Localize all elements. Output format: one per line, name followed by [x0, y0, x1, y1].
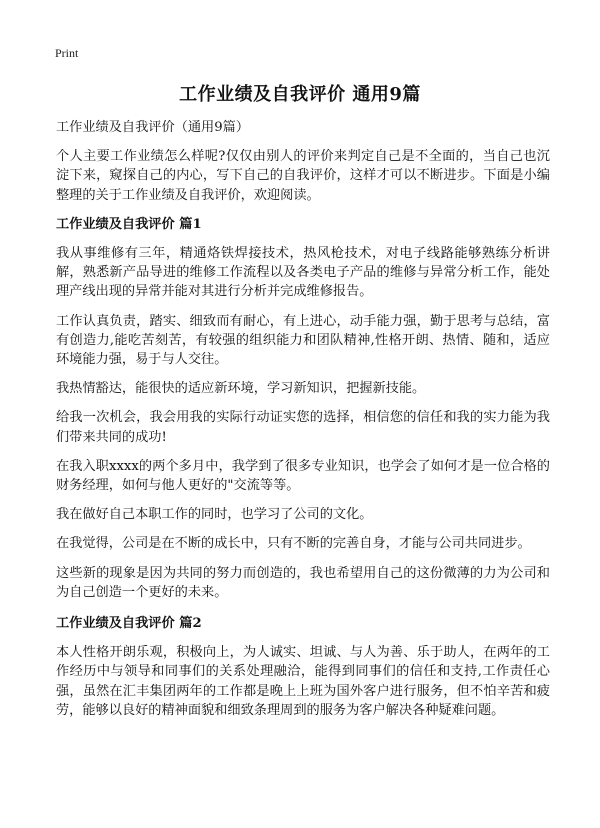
section1-paragraph: 给我一次机会，我会用我的实际行动证实您的选择，相信您的信任和我的实力能为我们带来共同的成功! — [56, 410, 550, 445]
section1-paragraph: 这些新的现象是因为共同的努力而创造的，我也希望用自己的这份微薄的力为公司和为自己创造一个更好的未来。 — [56, 565, 550, 600]
section1-paragraph: 我从事维修有三年，精通烙铁焊接技术，热风枪技术，对电子线路能够熟练分析讲解，熟悉新产品导进的维修工作流程以及各类电子产品的维修与异常分析工作，能处理产线出现的异常并能对其进行分析并完成维修报告。 — [56, 246, 550, 300]
intro-paragraph: 个人主要工作业绩怎么样呢?仅仅由别人的评价来判定自己是不全面的，当自己也沉淀下来，窥探自己的内心，写下自己的自我评价，这样才可以不断进步。下面是小编整理的关于工作业绩及自我评价，欢迎阅读。 — [56, 149, 550, 203]
document-subtitle: 工作业绩及自我评价（通用9篇） — [56, 120, 250, 135]
section-heading-2: 工作业绩及自我评价 篇2 — [56, 616, 202, 632]
section1-paragraph: 我热情豁达，能很快的适应新环境，学习新知识，把握新技能。 — [56, 381, 426, 397]
section1-paragraph: 在我入职xxxx的两个多月中，我学到了很多专业知识，也学会了如何才是一位合格的财务经理，如何与他人更好的"交流等等。 — [56, 458, 550, 494]
print-label[interactable]: Print — [55, 46, 79, 60]
page-title: 工作业绩及自我评价 通用9篇 — [179, 84, 421, 105]
section2-paragraph: 本人性格开朗乐观，积极向上，为人诚实、坦诚、与人为善、乐于助人，在两年的工作经历中与领导和同事们的关系处理融洽，能得到同事们的信任和支持,工作责任心强，虽然在汇丰集团两年的工作都是晚上上班为国外客户进行服务，但不怕辛苦和疲劳，能够以良好的精神面貌和细致条理周到的服务为客户解决各种疑难问题。 — [56, 645, 550, 718]
section1-paragraph: 工作认真负责，踏实、细致而有耐心，有上进心，动手能力强，勤于思考与总结，富有创造力,能吃苦刻苦，有较强的组织能力和团队精神,性格开朗、热情、随和，适应环境能力强，易于与人交往。 — [56, 313, 550, 368]
section1-paragraph: 我在做好自己本职工作的同时，也学习了公司的文化。 — [56, 507, 373, 523]
section-heading-1: 工作业绩及自我评价 篇1 — [56, 216, 202, 232]
section1-paragraph: 在我觉得，公司是在不断的成长中，只有不断的完善自身，才能与公司共同进步。 — [56, 536, 531, 552]
document-body — [56, 118, 550, 730]
